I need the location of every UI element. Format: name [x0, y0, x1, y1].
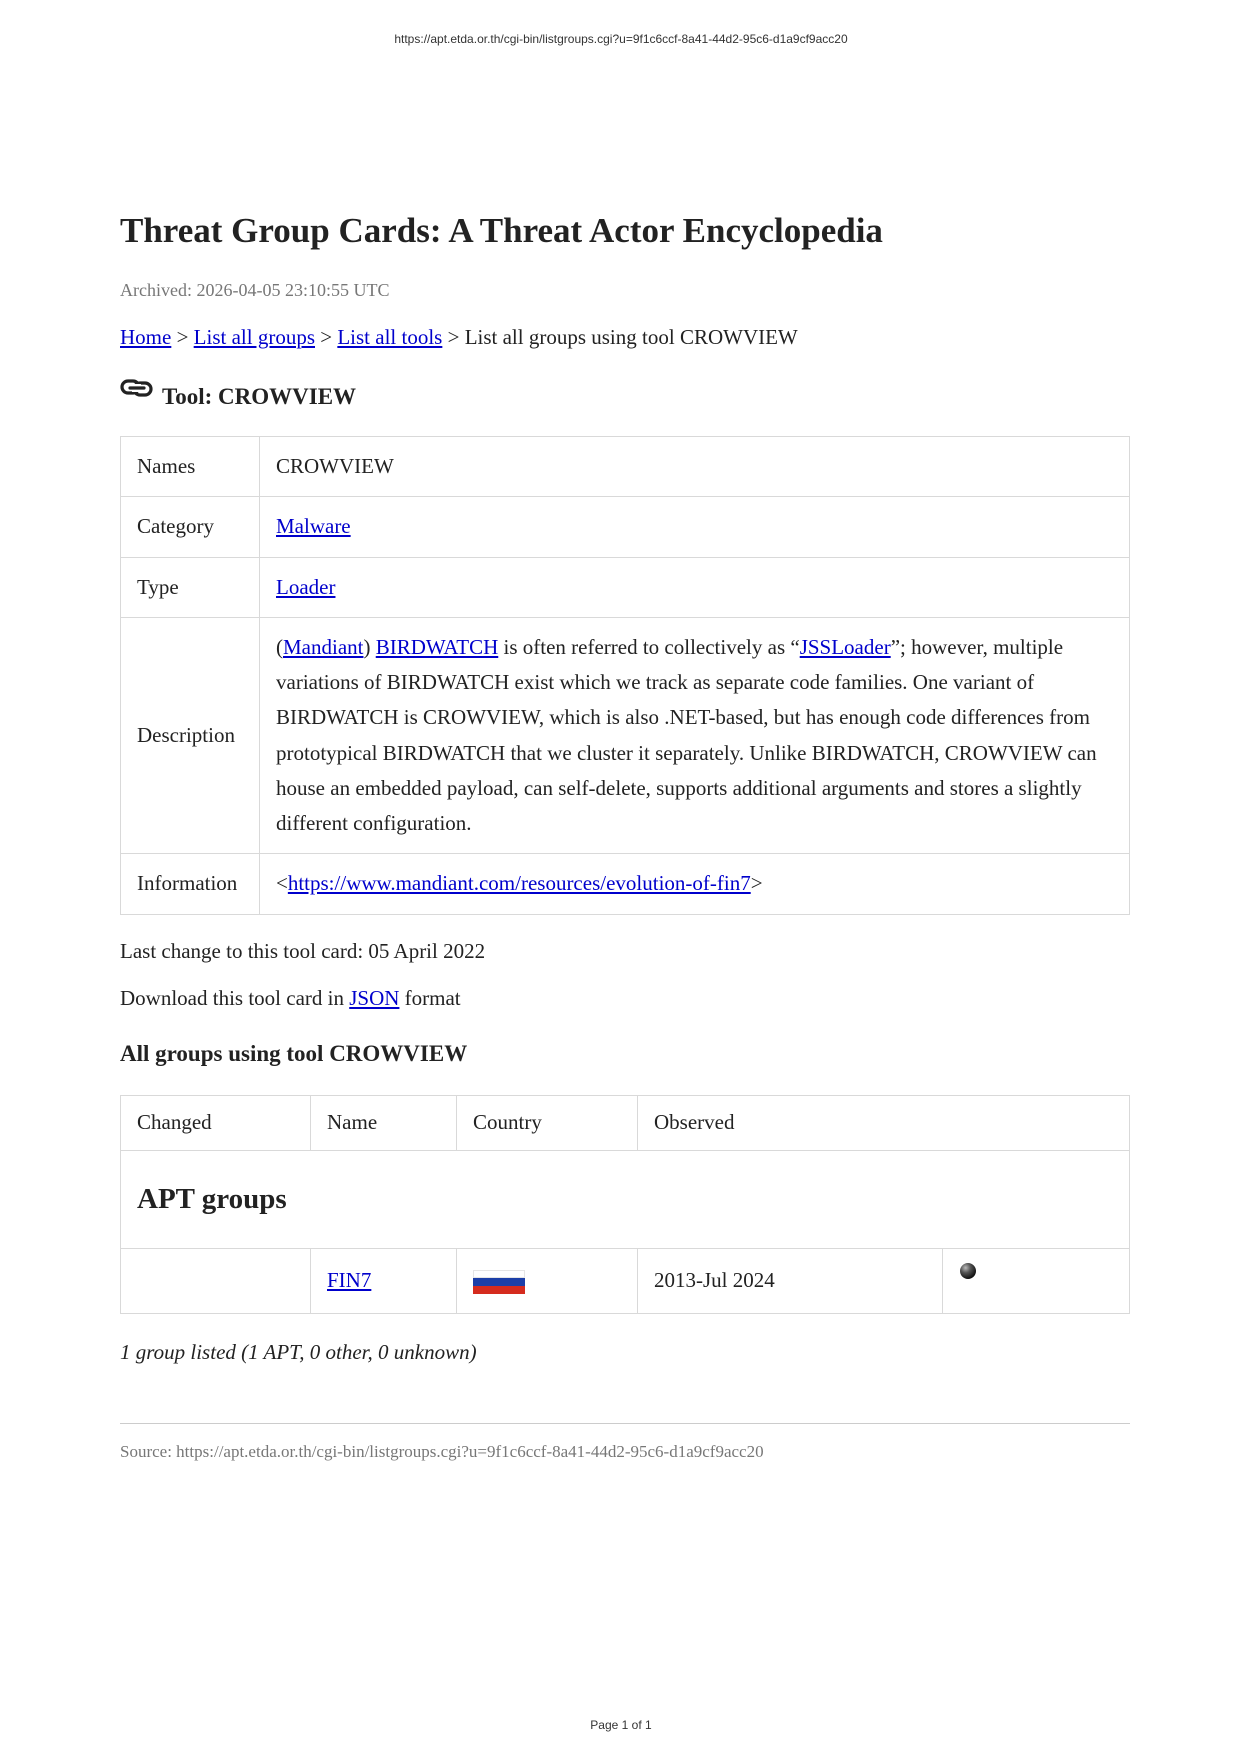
description-label: Description — [121, 617, 260, 854]
column-header-country: Country — [457, 1095, 638, 1150]
table-header-row — [121, 1095, 1130, 1150]
column-header-changed: Changed — [121, 1095, 311, 1150]
breadcrumb-separator: > — [320, 325, 333, 349]
group-link-fin7[interactable]: FIN7 — [327, 1268, 372, 1293]
category-malware-link[interactable]: Malware — [276, 514, 351, 539]
tool-heading-text: Tool: CROWVIEW — [162, 384, 357, 409]
information-label: Information — [121, 854, 260, 914]
column-header-name: Name — [311, 1095, 457, 1150]
info-bracket-open: < — [276, 871, 288, 896]
birdwatch-link[interactable]: BIRDWATCH — [375, 634, 499, 659]
last-change-text: Last change to this tool card: 05 April 2022 — [120, 938, 486, 963]
breadcrumb-current: List all groups using tool CROWVIEW — [464, 325, 798, 349]
flag-russia-icon — [473, 1270, 525, 1294]
jssloader-link[interactable]: JSSLoader — [799, 634, 891, 659]
names-label: Names — [121, 437, 260, 497]
category-label: Category — [121, 497, 260, 557]
json-download-link[interactable]: JSON — [349, 985, 400, 1010]
desc-paren-close: ) — [363, 634, 376, 659]
main-content — [120, 210, 1130, 1462]
info-bracket-close: > — [750, 871, 763, 896]
status-cell — [943, 1248, 1130, 1313]
section-row — [121, 1150, 1130, 1248]
download-text-post: format — [399, 985, 461, 1010]
breadcrumb-home-link[interactable]: Home — [120, 325, 172, 349]
link-icon — [120, 378, 154, 398]
desc-text-1: is often referred to collectively as “ — [498, 634, 800, 659]
page-title: Threat Group Cards: A Threat Actor Encyclopedia — [120, 211, 883, 250]
type-loader-link[interactable]: Loader — [276, 574, 336, 599]
country-cell — [457, 1248, 638, 1313]
breadcrumb-separator: > — [447, 325, 460, 349]
footer-divider — [120, 1423, 1130, 1424]
breadcrumb-separator: > — [176, 325, 189, 349]
names-value: CROWVIEW — [260, 437, 1130, 497]
mandiant-link[interactable]: Mandiant — [283, 634, 364, 659]
name-cell — [311, 1248, 457, 1313]
gray-sphere-icon — [959, 1262, 977, 1280]
table-row — [121, 617, 1130, 854]
table-row — [121, 854, 1130, 914]
source-url: Source: https://apt.etda.or.th/cgi-bin/listgroups.cgi?u=9f1c6ccf-8a41-44d2-95c6-d1a9cf9acc20 — [120, 1441, 764, 1461]
groups-heading: All groups using tool CROWVIEW — [120, 1040, 468, 1066]
table-row — [121, 557, 1130, 617]
section-apt-groups: APT groups — [121, 1150, 1130, 1248]
description-cell — [260, 617, 1130, 854]
column-header-observed: Observed — [638, 1095, 1130, 1150]
groups-summary: 1 group listed (1 APT, 0 other, 0 unknown) — [120, 1339, 477, 1364]
type-label: Type — [121, 557, 260, 617]
table-row — [121, 1248, 1130, 1313]
download-text-pre: Download this tool card in — [120, 985, 350, 1010]
information-link[interactable]: https://www.mandiant.com/resources/evolution-of-fin7 — [287, 871, 751, 896]
breadcrumb-groups-link[interactable]: List all groups — [193, 325, 315, 349]
download-line — [120, 986, 1130, 1011]
groups-table — [120, 1095, 1130, 1314]
print-header-url: https://apt.etda.or.th/cgi-bin/listgroups.cgi?u=9f1c6ccf-8a41-44d2-95c6-d1a9cf9acc20 — [394, 32, 848, 46]
information-cell — [260, 854, 1130, 914]
tool-info-table — [120, 436, 1130, 915]
type-cell — [260, 557, 1130, 617]
desc-paren-open: ( — [276, 634, 283, 659]
tool-heading — [120, 384, 1130, 410]
table-row — [121, 437, 1130, 497]
breadcrumb — [120, 325, 1130, 350]
observed-cell: 2013-Jul 2024 — [638, 1248, 943, 1313]
category-cell — [260, 497, 1130, 557]
changed-cell — [121, 1248, 311, 1313]
archived-timestamp: Archived: 2026-04-05 23:10:55 UTC — [120, 280, 390, 300]
page-number: Page 1 of 1 — [590, 1718, 652, 1732]
breadcrumb-tools-link[interactable]: List all tools — [337, 325, 443, 349]
table-row — [121, 497, 1130, 557]
desc-text-2: ”; however, multiple variations of BIRDWATCH exist which we track as separate code families. One variant of BIRDWATCH is CROWVIEW, which is also .NET-based, but has enough code differences from prototypical BIRDWATCH that we cluster it separately. Unlike BIRDWATCH, CROWVIEW can house an embedded payload, can self-delete, supports additional arguments and stores a slightly different configuration. — [276, 634, 1097, 836]
